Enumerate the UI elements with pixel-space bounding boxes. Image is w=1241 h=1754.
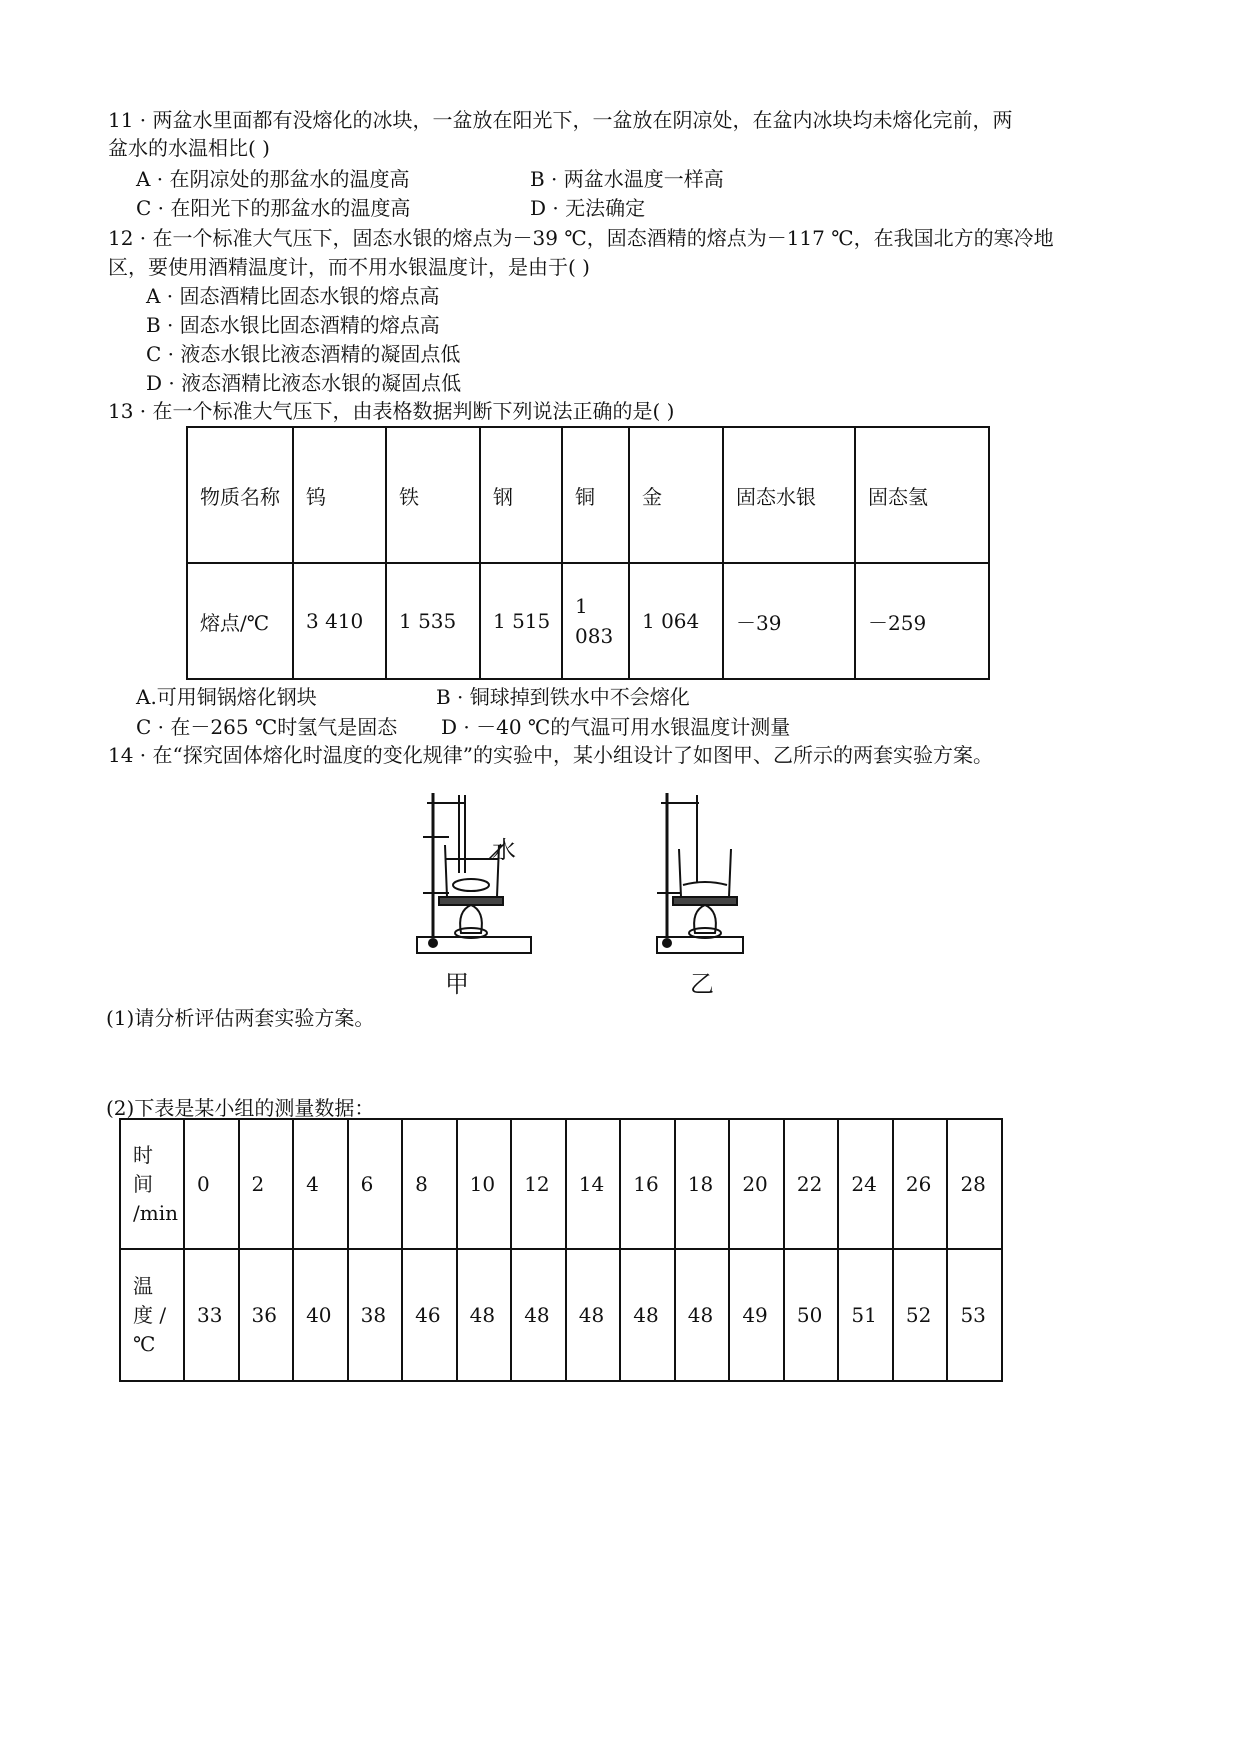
measurement-table (119, 1118, 1003, 1382)
temperature-cell: 40 (293, 1249, 348, 1381)
header-cell-solid-hydrogen: 固态氢 (855, 427, 989, 563)
temperature-cell: 53 (947, 1249, 1002, 1381)
q12-option-d: D · 液态酒精比液态水银的凝固点低 (146, 371, 462, 395)
time-cell: 28 (947, 1119, 1002, 1249)
value-cell-solid-hydrogen: －259 (855, 563, 989, 679)
time-cell: 0 (184, 1119, 239, 1249)
q13-option-b: B · 铜球掉到铁水中不会熔化 (436, 685, 690, 709)
apparatus-jia-figure (405, 785, 545, 965)
melting-table-value-row (187, 563, 989, 679)
temperature-cell: 36 (239, 1249, 294, 1381)
q14-part1: (1)请分析评估两套实验方案。 (106, 1006, 375, 1030)
value-cell-solid-mercury: －39 (723, 563, 855, 679)
time-label-line1: 时 (133, 1142, 153, 1167)
q12-option-c: C · 液态水银比液态酒精的凝固点低 (146, 342, 461, 366)
jia-wire-gauze (439, 897, 503, 905)
q14-part2: (2)下表是某小组的测量数据： (106, 1096, 375, 1120)
q14-stem: 14 · 在“探究固体熔化时温度的变化规律”的实验中，某小组设计了如图甲、乙所示的两套实验方案。 (108, 743, 993, 767)
time-label-line2: 间 (133, 1171, 153, 1196)
temperature-cell: 48 (566, 1249, 621, 1381)
figure-label-jia: 甲 (445, 970, 469, 998)
time-row (120, 1119, 1002, 1249)
temperature-label-line1: 温 (133, 1273, 153, 1298)
temperature-label-line3: ℃ (133, 1331, 156, 1356)
time-cell: 20 (729, 1119, 784, 1249)
copper-value-line1: 1 (575, 594, 588, 618)
header-cell-substance: 物质名称 (187, 427, 293, 563)
temperature-row (120, 1249, 1002, 1381)
temperature-cell: 33 (184, 1249, 239, 1381)
q11-option-d: D · 无法确定 (530, 196, 646, 220)
time-cell: 8 (402, 1119, 457, 1249)
temperature-cell: 50 (784, 1249, 839, 1381)
q11-option-a: A · 在阴凉处的那盆水的温度高 (136, 167, 410, 191)
time-cell: 14 (566, 1119, 621, 1249)
q13-option-a: A.可用铜锅熔化钢块 (136, 685, 317, 709)
value-cell-iron: 1 535 (386, 563, 480, 679)
time-cell: 4 (293, 1119, 348, 1249)
water-label: 水 (492, 836, 516, 864)
temperature-cell: 48 (620, 1249, 675, 1381)
temperature-cell: 38 (348, 1249, 403, 1381)
yi-solid-sample (683, 882, 727, 885)
figure-label-yi: 乙 (690, 970, 714, 998)
q11-option-c: C · 在阳光下的那盆水的温度高 (136, 196, 411, 220)
copper-value-line2: 083 (575, 624, 614, 648)
temperature-label-cell (120, 1249, 184, 1381)
jia-beaker (445, 845, 499, 897)
header-cell-solid-mercury: 固态水银 (723, 427, 855, 563)
yi-beaker (679, 849, 731, 897)
time-cell: 22 (784, 1119, 839, 1249)
apparatus-yi-figure (645, 785, 755, 965)
temperature-cell: 46 (402, 1249, 457, 1381)
time-cell: 18 (675, 1119, 730, 1249)
q11-option-b: B · 两盆水温度一样高 (530, 167, 724, 191)
time-cell: 2 (239, 1119, 294, 1249)
melting-table-header-row (187, 427, 989, 563)
temperature-cell: 48 (457, 1249, 512, 1381)
q13-option-d: D · －40 ℃的气温可用水银温度计测量 (441, 715, 791, 739)
header-cell-iron: 铁 (386, 427, 480, 563)
row-label-melting-point: 熔点/℃ (187, 563, 293, 679)
jia-test-tube-bottom (453, 879, 489, 891)
q13-option-c: C · 在－265 ℃时氢气是固态 (136, 715, 398, 739)
value-cell-steel: 1 515 (480, 563, 562, 679)
time-cell: 12 (511, 1119, 566, 1249)
time-label-line3: /min (133, 1200, 178, 1225)
time-cell: 24 (838, 1119, 893, 1249)
time-cell: 16 (620, 1119, 675, 1249)
temperature-cell: 48 (511, 1249, 566, 1381)
header-cell-tungsten: 钨 (293, 427, 386, 563)
q12-stem-line1: 12 · 在一个标准大气压下，固态水银的熔点为－39 ℃，固态酒精的熔点为－117 ℃，在我国北方的寒冷地 (108, 226, 1054, 250)
time-cell: 10 (457, 1119, 512, 1249)
jia-base-knob (429, 939, 437, 947)
header-cell-copper: 铜 (562, 427, 629, 563)
q12-option-a: A · 固态酒精比固态水银的熔点高 (146, 284, 440, 308)
time-cell: 6 (348, 1119, 403, 1249)
yi-wire-gauze (673, 897, 737, 905)
q12-option-b: B · 固态水银比固态酒精的熔点高 (146, 313, 440, 337)
q12-stem-line2: 区，要使用酒精温度计，而不用水银温度计，是由于( ) (108, 255, 590, 279)
header-cell-gold: 金 (629, 427, 723, 563)
temperature-cell: 49 (729, 1249, 784, 1381)
time-cell: 26 (893, 1119, 948, 1249)
value-cell-gold: 1 064 (629, 563, 723, 679)
value-cell-copper (562, 563, 629, 679)
q13-stem: 13 · 在一个标准大气压下，由表格数据判断下列说法正确的是( ) (108, 399, 675, 423)
temperature-cell: 51 (838, 1249, 893, 1381)
temperature-label-line2: 度 / (133, 1302, 167, 1327)
melting-point-table (186, 426, 990, 680)
temperature-cell: 48 (675, 1249, 730, 1381)
q11-stem-line2: 盆水的水温相比( ) (108, 136, 270, 160)
value-cell-tungsten: 3 410 (293, 563, 386, 679)
temperature-cell: 52 (893, 1249, 948, 1381)
yi-base-knob (663, 939, 671, 947)
header-cell-steel: 钢 (480, 427, 562, 563)
time-label-cell (120, 1119, 184, 1249)
q11-stem-line1: 11 · 两盆水里面都有没熔化的冰块，一盆放在阳光下，一盆放在阴凉处，在盆内冰块均未熔化完前，两 (108, 108, 1013, 132)
